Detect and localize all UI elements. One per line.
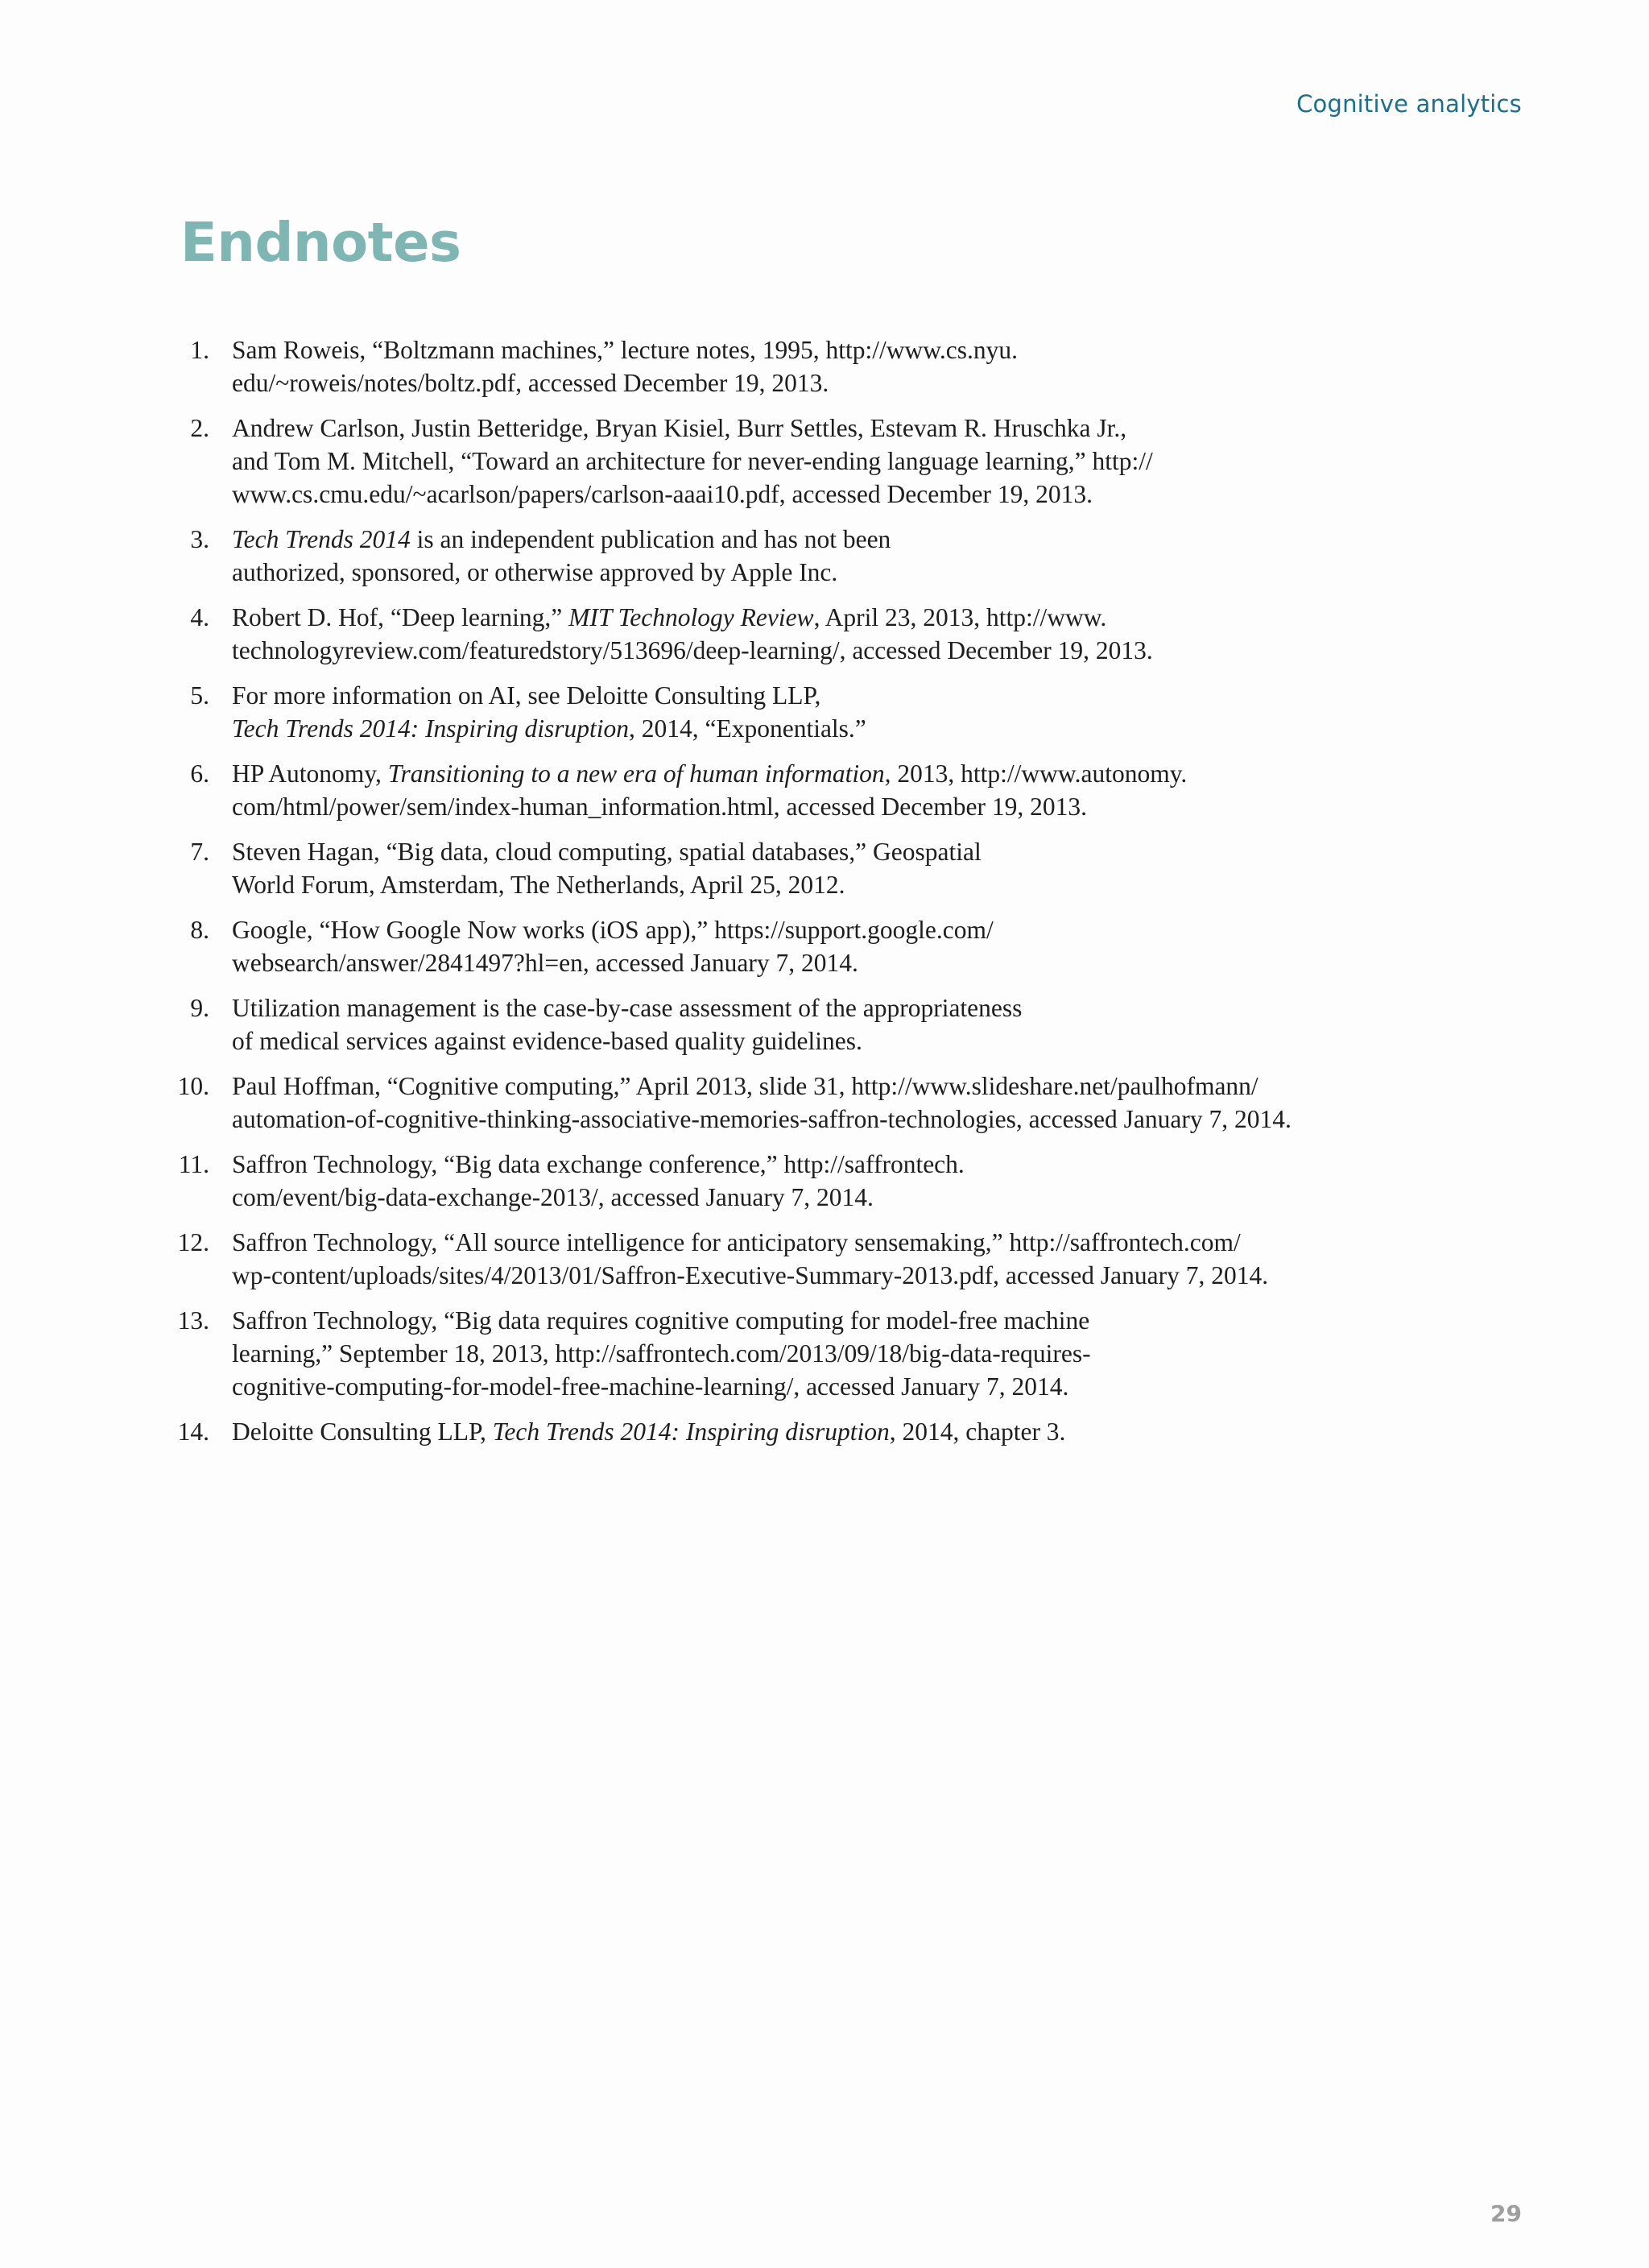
- endnote-text: [232, 333, 1425, 399]
- endnote-text: [232, 1304, 1425, 1403]
- citation-text: , April 23, 2013, http://www.: [813, 603, 1107, 631]
- endnote-number: 1.: [190, 336, 209, 364]
- endnote-item: [169, 757, 1425, 823]
- endnote-line: [232, 1103, 1425, 1136]
- italic-title: Tech Trends 2014: Inspiring disruption: [232, 714, 629, 743]
- italic-title: MIT Technology Review: [568, 603, 814, 631]
- citation-text: Paul Hoffman, “Cognitive computing,” April 2013, slide 31, http://www.slideshare.net/paulhofmann/: [232, 1072, 1258, 1100]
- endnote-number: 2.: [190, 414, 209, 442]
- citation-text: 2013, http://www.autonomy.: [891, 759, 1188, 788]
- endnote-line: [232, 478, 1425, 511]
- endnote-item: [169, 1304, 1425, 1403]
- endnote-line: [232, 1148, 1425, 1181]
- endnote-line: [232, 333, 1425, 366]
- citation-text: Andrew Carlson, Justin Betteridge, Bryan Kisiel, Burr Settles, Estevam R. Hruschka Jr.,: [232, 414, 1127, 442]
- endnote-number: 13.: [177, 1306, 209, 1335]
- endnote-text: [232, 679, 1425, 745]
- endnote-line: [232, 1370, 1425, 1403]
- citation-text: , 2014, chapter 3.: [889, 1418, 1066, 1446]
- endnotes-list: [169, 333, 1425, 1460]
- citation-text: cognitive-computing-for-model-free-machine-learning/, accessed January 7, 2014.: [232, 1372, 1069, 1401]
- endnote-item: [169, 601, 1425, 667]
- page-title: Endnotes: [180, 211, 461, 274]
- endnote-line: [232, 679, 1425, 712]
- citation-text: and Tom M. Mitchell, “Toward an architecture for never-ending language learning,” http://: [232, 447, 1153, 475]
- endnote-item: [169, 913, 1425, 979]
- endnote-text: [232, 412, 1425, 511]
- endnote-item: [169, 333, 1425, 399]
- endnote-text: [232, 757, 1425, 823]
- endnote-line: [232, 1259, 1425, 1292]
- endnote-text: [232, 1148, 1425, 1214]
- citation-text: learning,” September 18, 2013, http://saffrontech.com/2013/09/18/big-data-requires-: [232, 1339, 1091, 1368]
- citation-text: Robert D. Hof, “Deep learning,”: [232, 603, 569, 631]
- endnote-item: [169, 412, 1425, 511]
- endnote-number: 10.: [177, 1072, 209, 1100]
- endnote-number: 6.: [190, 759, 209, 788]
- endnote-line: [232, 634, 1425, 667]
- endnote-number: 12.: [177, 1228, 209, 1256]
- endnote-line: [232, 991, 1425, 1024]
- endnote-line: [232, 835, 1425, 868]
- endnote-text: [232, 1226, 1425, 1292]
- endnote-number: 3.: [190, 525, 209, 553]
- citation-text: World Forum, Amsterdam, The Netherlands, April 25, 2012.: [232, 871, 845, 899]
- endnote-number: 9.: [190, 994, 209, 1022]
- endnote-number: 4.: [190, 603, 209, 631]
- citation-text: Saffron Technology, “All source intelligence for anticipatory sensemaking,” http://saffrontech.com/: [232, 1228, 1241, 1256]
- italic-title: Tech Trends 2014: [232, 525, 411, 553]
- citation-text: is an independent publication and has not been: [410, 525, 891, 553]
- citation-text: Deloitte Consulting LLP,: [232, 1418, 493, 1446]
- endnote-line: [232, 868, 1425, 901]
- endnote-number: 7.: [190, 838, 209, 866]
- citation-text: technologyreview.com/featuredstory/513696/deep-learning/, accessed December 19, 2013.: [232, 636, 1153, 664]
- endnote-text: [232, 1070, 1425, 1136]
- citation-text: websearch/answer/2841497?hl=en, accessed January 7, 2014.: [232, 949, 858, 977]
- endnote-text: [232, 1415, 1425, 1448]
- endnote-line: [232, 946, 1425, 979]
- page-number: 29: [1490, 2200, 1522, 2227]
- endnote-line: [232, 1024, 1425, 1057]
- endnote-line: [232, 712, 1425, 745]
- citation-text: For more information on AI, see Deloitte Consulting LLP,: [232, 681, 821, 710]
- citation-text: com/event/big-data-exchange-2013/, accessed January 7, 2014.: [232, 1183, 874, 1211]
- citation-text: Sam Roweis, “Boltzmann machines,” lecture notes, 1995, http://www.cs.nyu.: [232, 336, 1019, 364]
- citation-text: Utilization management is the case-by-case assessment of the appropriateness: [232, 994, 1023, 1022]
- citation-text: , 2014, “Exponentials.”: [628, 714, 866, 743]
- endnote-line: [232, 412, 1425, 445]
- citation-text: edu/~roweis/notes/boltz.pdf, accessed December 19, 2013.: [232, 369, 829, 397]
- endnote-line: [232, 1070, 1425, 1103]
- endnote-text: [232, 913, 1425, 979]
- endnote-line: [232, 1337, 1425, 1370]
- endnote-line: [232, 556, 1425, 589]
- endnote-number: 8.: [190, 916, 209, 944]
- endnote-line: [232, 1304, 1425, 1337]
- citation-text: www.cs.cmu.edu/~acarlson/papers/carlson-aaai10.pdf, accessed December 19, 2013.: [232, 480, 1093, 508]
- endnote-number: 14.: [177, 1418, 209, 1446]
- endnote-line: [232, 601, 1425, 634]
- endnote-item: [169, 1226, 1425, 1292]
- citation-text: wp-content/uploads/sites/4/2013/01/Saffron-Executive-Summary-2013.pdf, accessed January 7, 2014.: [232, 1261, 1269, 1289]
- endnote-number: 5.: [190, 681, 209, 710]
- endnote-line: [232, 757, 1425, 790]
- endnote-item: [169, 991, 1425, 1057]
- endnote-text: [232, 991, 1425, 1057]
- italic-title: Tech Trends 2014: Inspiring disruption: [492, 1418, 890, 1446]
- endnote-line: [232, 790, 1425, 823]
- citation-text: Google, “How Google Now works (iOS app),” https://support.google.com/: [232, 916, 994, 944]
- endnote-line: [232, 1181, 1425, 1214]
- endnote-item: [169, 679, 1425, 745]
- citation-text: com/html/power/sem/index-human_information.html, accessed December 19, 2013.: [232, 793, 1087, 821]
- endnote-line: [232, 523, 1425, 556]
- citation-text: Steven Hagan, “Big data, cloud computing, spatial databases,” Geospatial: [232, 838, 982, 866]
- citation-text: Saffron Technology, “Big data requires cognitive computing for model-free machine: [232, 1306, 1090, 1335]
- endnote-text: [232, 601, 1425, 667]
- endnote-item: [169, 523, 1425, 589]
- endnote-line: [232, 1226, 1425, 1259]
- endnote-line: [232, 366, 1425, 399]
- endnote-text: [232, 523, 1425, 589]
- citation-text: authorized, sponsored, or otherwise approved by Apple Inc.: [232, 558, 838, 586]
- endnote-line: [232, 1415, 1425, 1448]
- citation-text: of medical services against evidence-based quality guidelines.: [232, 1027, 862, 1055]
- citation-text: Saffron Technology, “Big data exchange conference,” http://saffrontech.: [232, 1150, 965, 1178]
- citation-text: automation-of-cognitive-thinking-associative-memories-saffron-technologies, accessed January 7, 2014.: [232, 1105, 1292, 1133]
- running-header: Cognitive analytics: [1296, 90, 1522, 118]
- italic-title: Transitioning to a new era of human information,: [387, 759, 891, 788]
- endnote-line: [232, 913, 1425, 946]
- endnote-text: [232, 835, 1425, 901]
- endnote-item: [169, 835, 1425, 901]
- endnote-number: 11.: [178, 1150, 209, 1178]
- endnote-line: [232, 445, 1425, 478]
- citation-text: HP Autonomy,: [232, 759, 388, 788]
- endnote-item: [169, 1415, 1425, 1448]
- endnote-item: [169, 1148, 1425, 1214]
- endnote-item: [169, 1070, 1425, 1136]
